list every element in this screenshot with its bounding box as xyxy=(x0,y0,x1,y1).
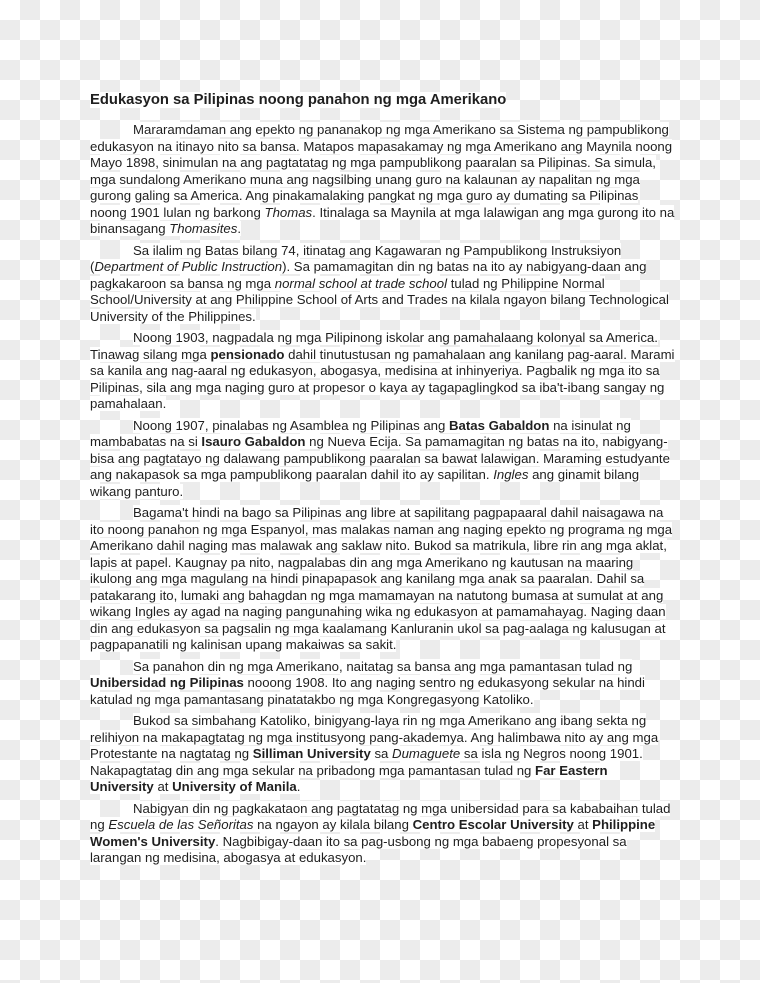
text-run: Sa ilalim ng Batas bilang 74, itinatag ang Kagawaran ng Pampublikong Instruksiyon ( xyxy=(90,242,622,274)
text-run: Thomasites xyxy=(169,221,238,236)
paragraph-text xyxy=(90,122,674,236)
paragraph-batas-gabaldon-1907 xyxy=(90,418,675,501)
text-run: tulad ng Philippine Normal School/University at ang Philippine School of Arts and Trades na kilala ngayon bilang Technological University of the Philippines. xyxy=(90,275,669,324)
paragraph-american-education-intro xyxy=(90,122,675,238)
text-run: Unibersidad ng Pilipinas xyxy=(90,675,244,690)
text-run: Bagama't hindi na bago sa Pilipinas ang libre at sapilitang pagpapaaral dahil naisagawa na ito noong panahon ng mga Espanyol, mas malakas naman ang naging epekto ng programa ng mga Amerikano dahil naging mas malawak ang saklaw nito. Bukod sa matrikula, libre rin ang mga aklat, lapis at papel. Kaugnay pa nito, nagpalabas din ang mga Amerikano ng kautusan na maaring ikulong ang mga magulang na hindi pinapapasok ang kanilang mga anak sa paaralan. Dahil sa patakarang ito, lumaki ang bahagdan ng mga mamamayan na natutong bumasa at sumulat at ang wikang Ingles ay agad na naging pangunahing wika ng edukasyon at pamamahayag. Naging daan din ang edukasyon sa pagsalin ng mga kaalamang Kanluranin ukol sa pag-aalaga ng kalusugan at pagpapanatili ng kalinisan upang makaiwas sa sakit. xyxy=(90,505,673,652)
text-run: Nabigyan din ng pagkakataon ang pagtatatag ng mga unibersidad para sa kababaihan tulad ng xyxy=(90,800,671,832)
text-run: pensionado xyxy=(210,346,285,362)
text-run: University of Manila xyxy=(172,779,297,794)
document-title xyxy=(90,91,675,109)
text-run: Batas Gabaldon xyxy=(449,417,550,433)
text-run: ng Nueva Ecija. Sa pamamagitan ng batas na ito, nabigyang-bisa ang pagtatayo ng dalawang pampublikong paaralan sa bawat lalawigan. Maraming estudyante ang nakapasok sa mga pampublikong paaralan dahil ito ay sapilitan. xyxy=(90,434,670,482)
text-run: Noong 1903, nagpadala ng mga Pilipinong iskolar ang pamahalaang kolonyal sa America. Tinawag silang mga xyxy=(90,330,658,362)
text-run: Centro Escolar University xyxy=(412,817,574,832)
paragraph-text xyxy=(90,801,670,866)
text-run: normal school at trade school xyxy=(274,275,448,291)
text-run: nooong 1908. Ito ang naging sentro ng edukasyong sekular na hindi katulad ng mga pamantasang pinatatakbo ng mga Kongregasyong Katoliko. xyxy=(90,675,645,707)
text-run: . xyxy=(237,221,242,236)
paragraph-silliman-private-universities xyxy=(90,713,675,796)
document-title-text: Edukasyon sa Pilipinas noong panahon ng mga Amerikano xyxy=(90,92,507,108)
text-run: Thomas xyxy=(264,204,313,220)
paragraph-unibersidad-ng-pilipinas-1908 xyxy=(90,659,675,709)
text-run: at xyxy=(153,779,173,794)
paragraph-text xyxy=(90,243,669,324)
paragraph-libre-sapilitang-pagpapaaral xyxy=(90,505,675,654)
text-run: Ingles xyxy=(493,467,529,482)
paragraph-text xyxy=(90,330,675,411)
text-run: Silliman University xyxy=(252,746,371,761)
text-run: sa xyxy=(370,746,393,761)
text-run: Mararamdaman ang epekto ng pananakop ng mga Amerikano sa Sistema ng pampublikong edukasyon na itinayo nito sa bansa. Matapos mapasakamay ng mga Amerikano ang Maynila noong Mayo 1898, sinimulan na ang pagtatatag ng mga pampublikong paaralan sa Pilipinas. Sa simula, mga sundalong Amerikano muna ang nagsilbing unang guro na kalaunan ay napalitan ng mga gurong galing sa America. Ang pinakamalaking pangkat ng mga guro ay dumating sa Pilipinas noong 1901 lulan ng barkong xyxy=(90,122,673,220)
text-run: . xyxy=(296,779,301,794)
text-run: ang ginamit bilang wikang panturo. xyxy=(90,467,640,499)
text-run: Department of Public Instruction xyxy=(94,259,283,274)
text-run: na ngayon ay kilala bilang xyxy=(253,817,413,832)
paragraph-text xyxy=(90,418,670,499)
text-run: . Nagbibigay-daan ito sa pag-usbong ng mga babaeng propesyonal sa larangan ng medisina, abogasya at edukasyon. xyxy=(90,833,627,865)
text-run: Sa panahon din ng mga Amerikano, naitatag sa bansa ang mga pamantasan tulad ng xyxy=(133,658,633,674)
text-run: . Itinalaga sa Maynila at mga lalawigan ang mga gurong ito na binansagang xyxy=(90,204,675,236)
paragraph-womens-universities xyxy=(90,801,675,867)
paragraph-pensionado-1903 xyxy=(90,330,675,413)
paragraph-text xyxy=(90,659,645,707)
paragraph-text xyxy=(90,505,672,652)
text-run: Far Eastern University xyxy=(90,762,608,794)
text-run: sa isla ng Negros noong 1901. Nakapagtatag din ang mga sekular na pribadong mga pamantasan tulad ng xyxy=(90,746,643,778)
text-run: Philippine Women's University xyxy=(90,817,656,849)
text-run: Escuela de las Señoritas xyxy=(108,817,254,832)
text-run: at xyxy=(573,817,593,832)
text-run: Noong 1907, pinalabas ng Asamblea ng Pilipinas ang xyxy=(133,417,449,433)
paragraph-text xyxy=(90,713,658,794)
text-run: dahil tinutustusan ng pamahalaan ang kanilang pag-aaral. Marami sa kanila ang nag-aaral ng edukasyon, abogasya, medisina at inhinyeriya. Pagbalik ng mga ito sa Pilipinas, sila ang mga naging guro at propesor o kaya ay tagapaglingkod sa iba't-ibang sangay ng pamahalaan. xyxy=(90,346,675,411)
text-run: Dumaguete xyxy=(392,746,461,761)
text-run: ). Sa pamamagitan din ng batas na ito ay nabigyang-daan ang pagkakaroon sa bansa ng mga xyxy=(90,259,647,291)
text-run: na isinulat ng mambabatas na si xyxy=(90,417,631,449)
paragraph-batas-bilang-74 xyxy=(90,243,675,326)
text-run: Isauro Gabaldon xyxy=(201,434,306,449)
text-run: Bukod sa simbahang Katoliko, binigyang-laya rin ng mga Amerikano ang ibang sekta ng relihiyon na makapagtatag ng mga institusyong pang-akademya. Ang halimbawa nito ay ang mga Protestante na nagtatag ng xyxy=(90,713,659,761)
